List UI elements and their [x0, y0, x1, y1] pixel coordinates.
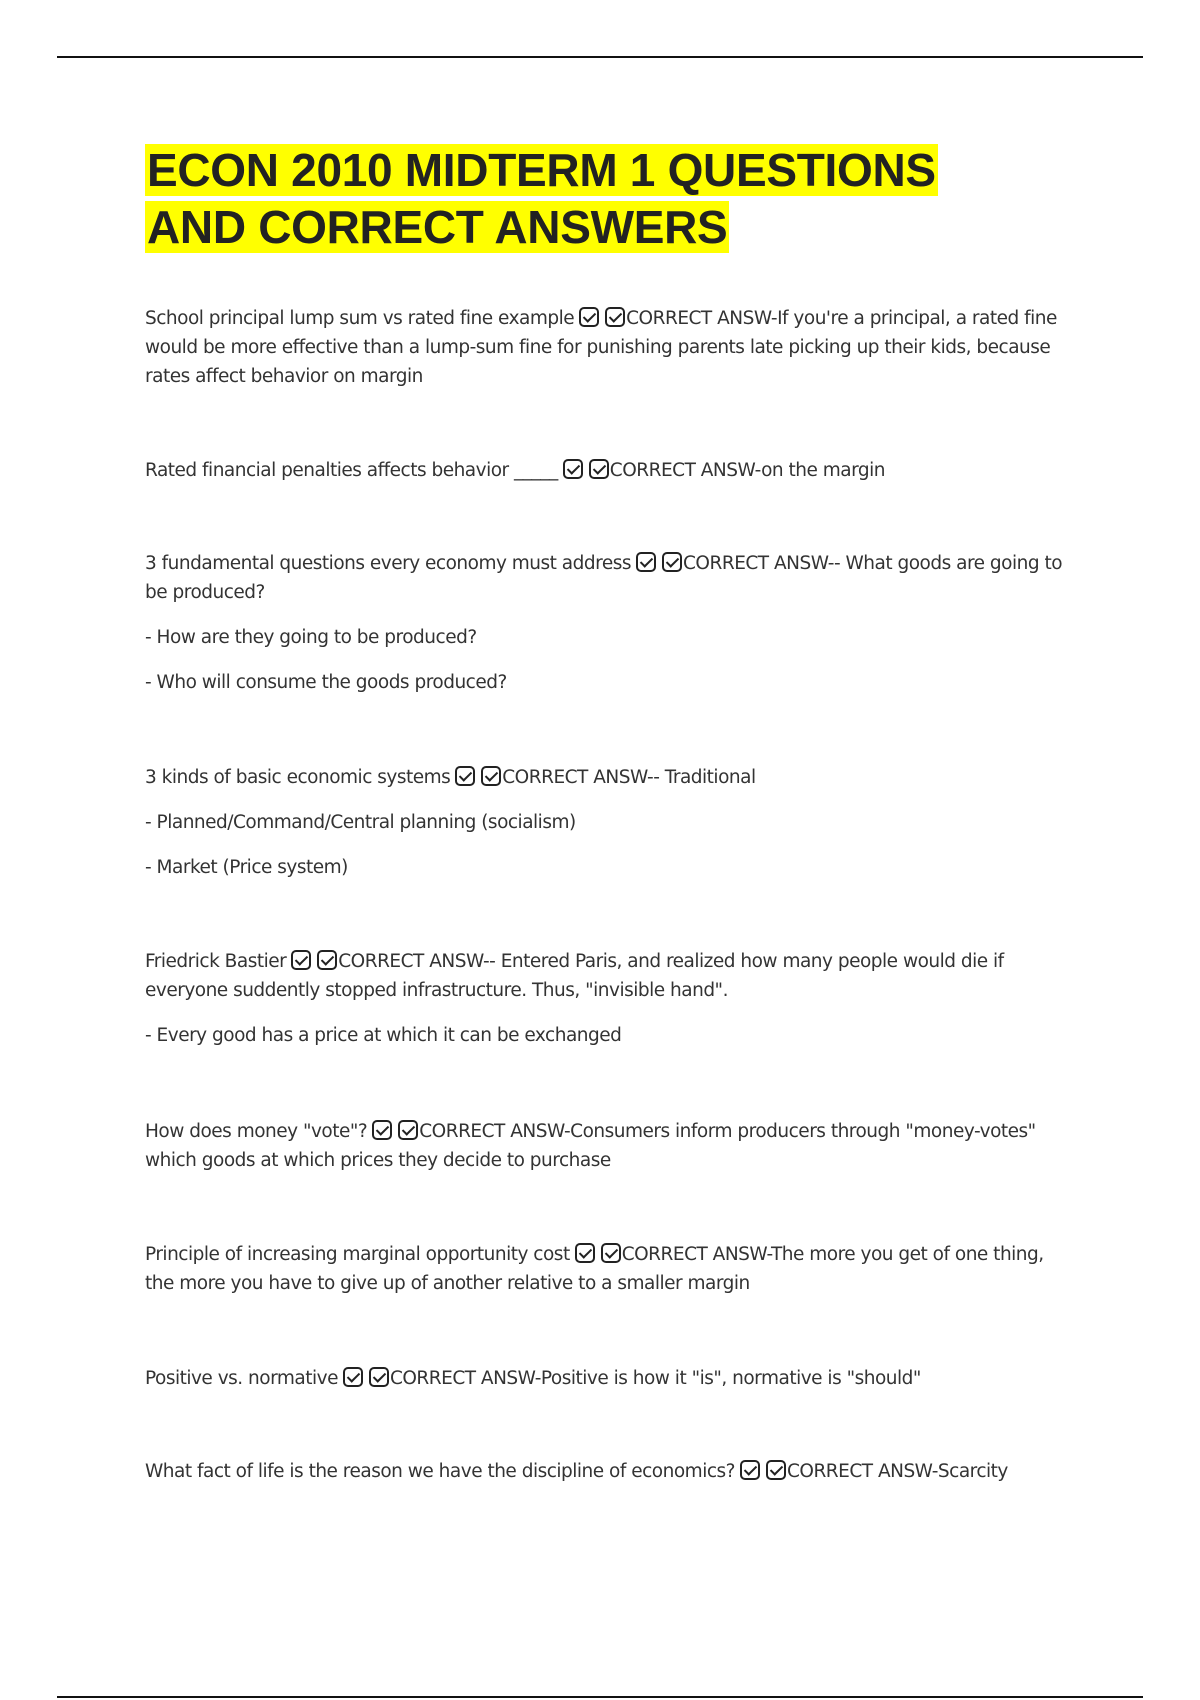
question-text: How does money "vote"? — [145, 1121, 368, 1142]
checkbox-check-icon — [455, 766, 475, 786]
checkbox-check-icon — [398, 1120, 418, 1140]
answer-label: CORRECT ANSW — [338, 951, 483, 972]
question-text: Principle of increasing marginal opportunity cost — [145, 1244, 570, 1265]
checkbox-check-icon — [575, 1243, 595, 1263]
answer-extra-line: - How are they going to be produced? — [145, 627, 477, 648]
checkbox-check-icon — [589, 459, 609, 479]
checkbox-check-icon — [636, 552, 656, 572]
question-text: What fact of life is the reason we have the discipline of economics? — [145, 1461, 735, 1482]
qa-main — [145, 549, 1065, 607]
checkbox-check-icon — [563, 459, 583, 479]
question-text: Rated financial penalties affects behavior _____ — [145, 460, 558, 481]
checkbox-check-icon — [579, 307, 599, 327]
qa-main — [145, 947, 1065, 1005]
qa-item — [145, 1117, 1065, 1175]
answer-label: CORRECT ANSW — [683, 553, 828, 574]
checkbox-check-icon — [369, 1367, 389, 1387]
answer-label: CORRECT ANSW — [502, 767, 648, 788]
checkbox-check-icon — [481, 766, 501, 786]
question-text: Friedrick Bastier — [145, 951, 287, 972]
qa-item — [145, 1364, 1065, 1393]
question-text: 3 fundamental questions every economy must address — [145, 553, 631, 574]
qa-main — [145, 1457, 1065, 1486]
qa-item — [145, 763, 1065, 882]
question-text: School principal lump sum vs rated fine example — [145, 308, 575, 329]
answer-label: CORRECT ANSW — [419, 1121, 564, 1142]
bottom-rule — [57, 1696, 1143, 1698]
qa-item — [145, 1240, 1065, 1298]
checkbox-check-icon — [766, 1460, 786, 1480]
qa-main — [145, 304, 1065, 391]
checkbox-check-icon — [291, 950, 311, 970]
qa-item — [145, 1457, 1065, 1486]
title-line-2: AND CORRECT ANSWERS — [147, 201, 728, 253]
answer-extra-line: - Market (Price system) — [145, 857, 348, 878]
answer-text: -- Entered Paris, and realized how many people would die if everyone suddently stopped infrastructure. Thus, "invisible hand". — [145, 951, 1004, 1001]
answer-text: -on the margin — [754, 460, 885, 481]
question-text: Positive vs. normative — [145, 1368, 338, 1389]
answer-text: -The more you get of one thing, the more you have to give up of another relative to a smaller margin — [145, 1244, 1044, 1294]
checkbox-check-icon — [317, 950, 337, 970]
qa-item — [145, 947, 1065, 1050]
answer-text: -- What goods are going to be produced? — [145, 553, 1063, 603]
answer-text: -Consumers inform producers through "money-votes" which goods at which prices they decide to purchase — [145, 1121, 1036, 1171]
answer-text: -- Traditional — [647, 767, 756, 788]
answer-extra-line: - Planned/Command/Central planning (socialism) — [145, 812, 576, 833]
qa-main — [145, 1364, 1065, 1393]
answer-label: CORRECT ANSW — [389, 1368, 535, 1389]
answer-extra-line: - Every good has a price at which it can be exchanged — [145, 1025, 622, 1046]
title-line-1: ECON 2010 MIDTERM 1 QUESTIONS — [147, 144, 936, 196]
qa-main — [145, 456, 1065, 485]
qa-main — [145, 1240, 1065, 1298]
qa-item — [145, 304, 1065, 391]
answer-label: CORRECT ANSW — [609, 460, 755, 481]
top-rule — [57, 56, 1143, 58]
answer-label: CORRECT ANSW — [621, 1244, 767, 1265]
qa-item — [145, 549, 1065, 697]
document-title — [145, 142, 1065, 256]
answer-extra-line: - Who will consume the goods produced? — [145, 672, 507, 693]
qa-main — [145, 763, 1065, 792]
checkbox-check-icon — [662, 552, 682, 572]
answer-text: -Scarcity — [931, 1461, 1008, 1482]
question-text: 3 kinds of basic economic systems — [145, 767, 451, 788]
checkbox-check-icon — [343, 1367, 363, 1387]
answer-label: CORRECT ANSW — [786, 1461, 932, 1482]
qa-main — [145, 1117, 1065, 1175]
qa-item — [145, 456, 1065, 485]
checkbox-check-icon — [740, 1460, 760, 1480]
checkbox-check-icon — [601, 1243, 621, 1263]
answer-text: -If you're a principal, a rated fine would be more effective than a lump-sum fine for punishing parents late picking up their kids, because rates affect behavior on margin — [145, 308, 1057, 387]
answer-text: -Positive is how it "is", normative is "should" — [534, 1368, 921, 1389]
checkbox-check-icon — [605, 307, 625, 327]
checkbox-check-icon — [372, 1120, 392, 1140]
answer-label: CORRECT ANSW — [626, 308, 771, 329]
